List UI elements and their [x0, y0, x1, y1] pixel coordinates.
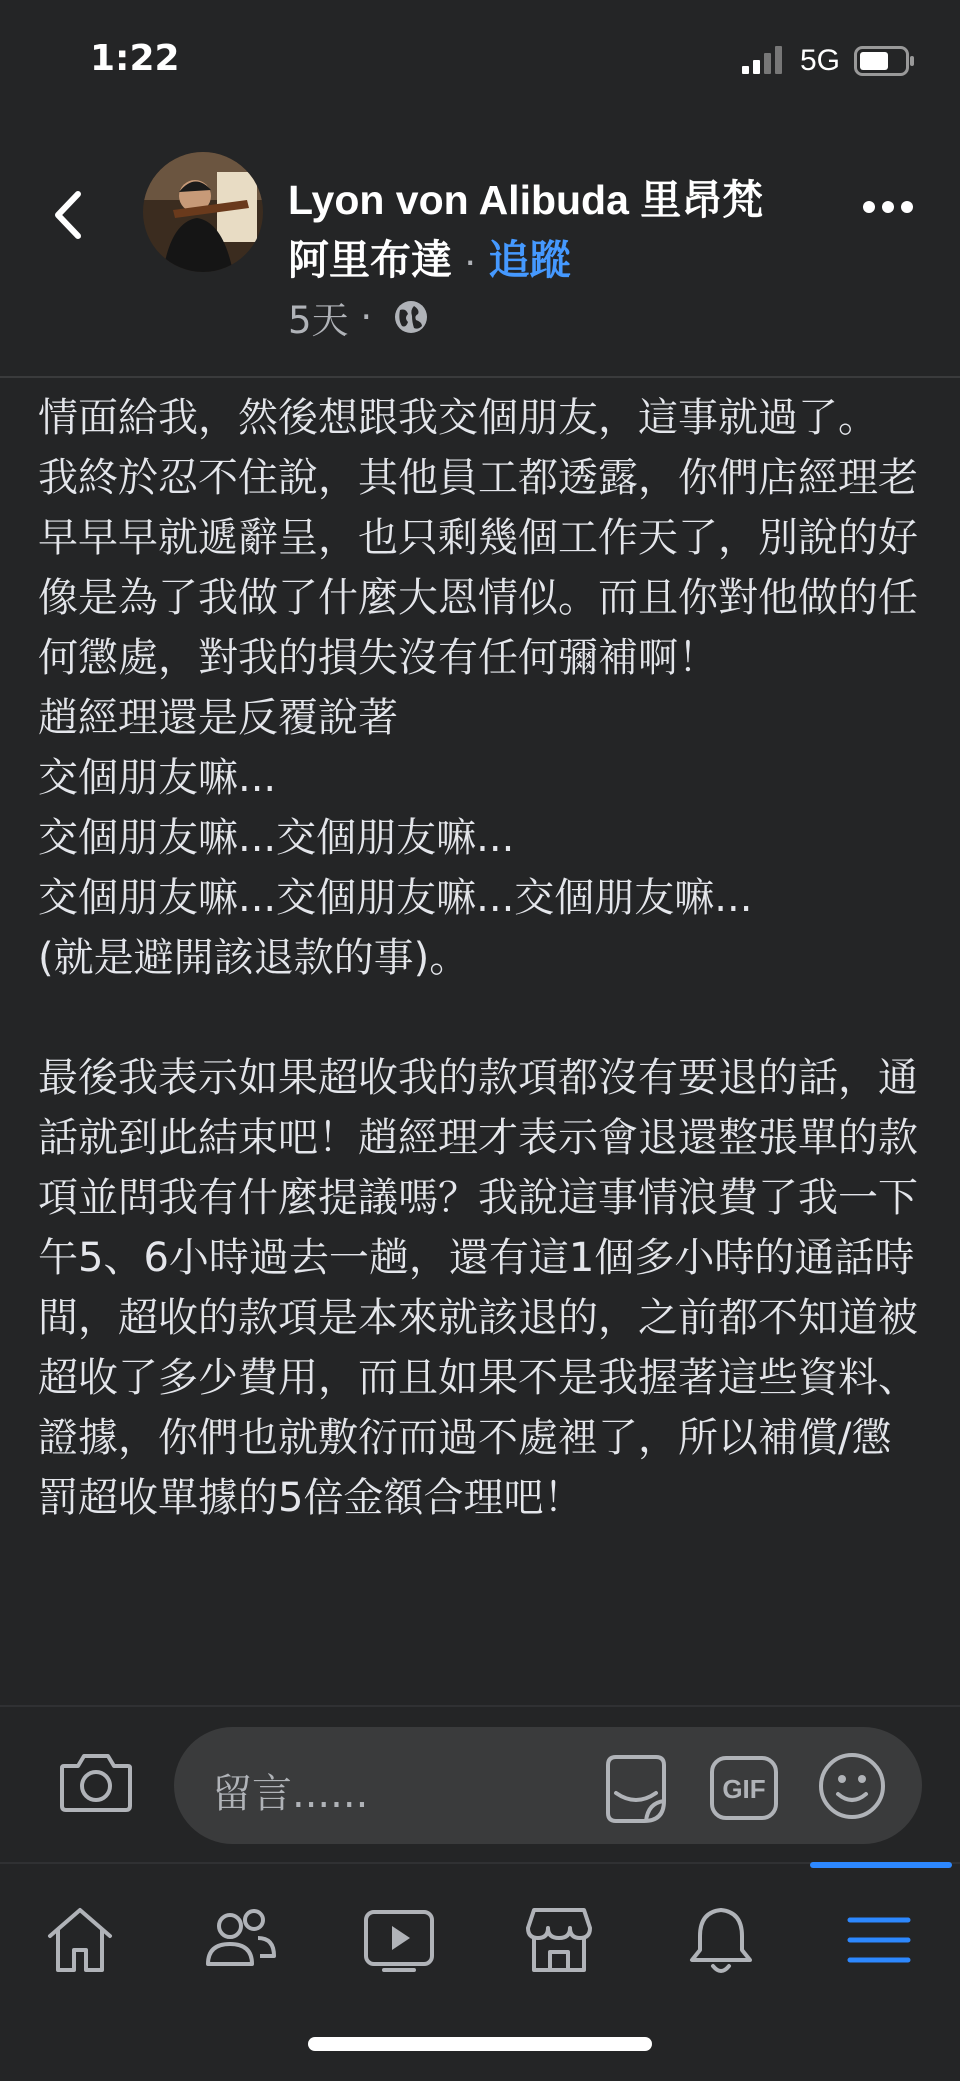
post-paragraph: 趙經理還是反覆說著 [38, 695, 398, 741]
friends-icon[interactable] [200, 1902, 280, 1978]
post-paragraph: 交個朋友嘛...交個朋友嘛... [38, 815, 515, 861]
post-paragraph: 交個朋友嘛...交個朋友嘛...交個朋友嘛... [38, 875, 753, 921]
status-time: 1:22 [90, 38, 180, 79]
emoji-icon[interactable] [816, 1750, 888, 1822]
post-meta [288, 290, 428, 344]
author-name[interactable]: Lyon von Alibuda 里昂梵 阿里布達 [288, 177, 764, 283]
post-paragraph: (就是避開該退款的事)。 [38, 935, 470, 981]
post-paragraph: 交個朋友嘛... [38, 755, 277, 801]
globe-icon [394, 300, 428, 334]
camera-icon[interactable] [58, 1750, 134, 1814]
more-options-icon[interactable] [862, 200, 914, 214]
active-tab-indicator [810, 1862, 952, 1868]
post-paragraph: 情面給我，然後想跟我交個朋友，這事就過了。 [38, 395, 878, 441]
header-divider [0, 376, 960, 378]
author-avatar[interactable] [143, 152, 263, 272]
post-body [38, 388, 922, 1528]
gif-icon[interactable] [708, 1752, 780, 1824]
watch-video-icon[interactable] [360, 1902, 438, 1978]
network-label: 5G [800, 44, 841, 77]
avatar-image [143, 152, 263, 272]
status-bar [0, 0, 960, 120]
home-indicator [308, 2037, 652, 2051]
gif-label: GIF [722, 1774, 766, 1804]
back-chevron-icon[interactable] [50, 188, 86, 242]
comment-placeholder: 留言...... [212, 1771, 369, 1817]
meta-separator: · [360, 295, 373, 339]
sticker-icon[interactable] [598, 1751, 674, 1827]
post-paragraph: 最後我表示如果超收我的款項都沒有要退的話，通話就到此結束吧！趙經理才表示會退還整張單的款項並問我有什麼提議嗎？我說這事情浪費了我一下午5、6小時過去一趟，還有這1個多小時的通話時間，超收的款項是本來就該退的，之前都不知道被超收了多少費用，而且如果不是我握著這些資料、證據，你們也就敷衍而過不處裡了，所以補償/懲罰超收單據的5倍金額合理吧！ [38, 1055, 918, 1521]
follow-button[interactable]: 追蹤 [488, 237, 571, 283]
home-icon[interactable] [42, 1902, 118, 1978]
post-timestamp[interactable]: 5天 [288, 299, 349, 342]
post-author-line [288, 170, 808, 290]
post-blank-line [38, 988, 922, 1048]
marketplace-icon[interactable] [520, 1902, 598, 1978]
menu-hamburger-icon[interactable] [844, 1902, 914, 1978]
name-separator: · [463, 237, 478, 283]
battery-icon [854, 46, 916, 76]
notifications-bell-icon[interactable] [684, 1902, 758, 1978]
post-paragraph: 我終於忍不住說，其他員工都透露，你們店經理老早早早就遞辭呈，也只剩幾個工作天了，別說的好像是為了我做了什麼大恩情似。而且你對他做的任何懲處，對我的損失沒有任何彌補啊！ [38, 455, 918, 681]
signal-icon [742, 46, 786, 74]
